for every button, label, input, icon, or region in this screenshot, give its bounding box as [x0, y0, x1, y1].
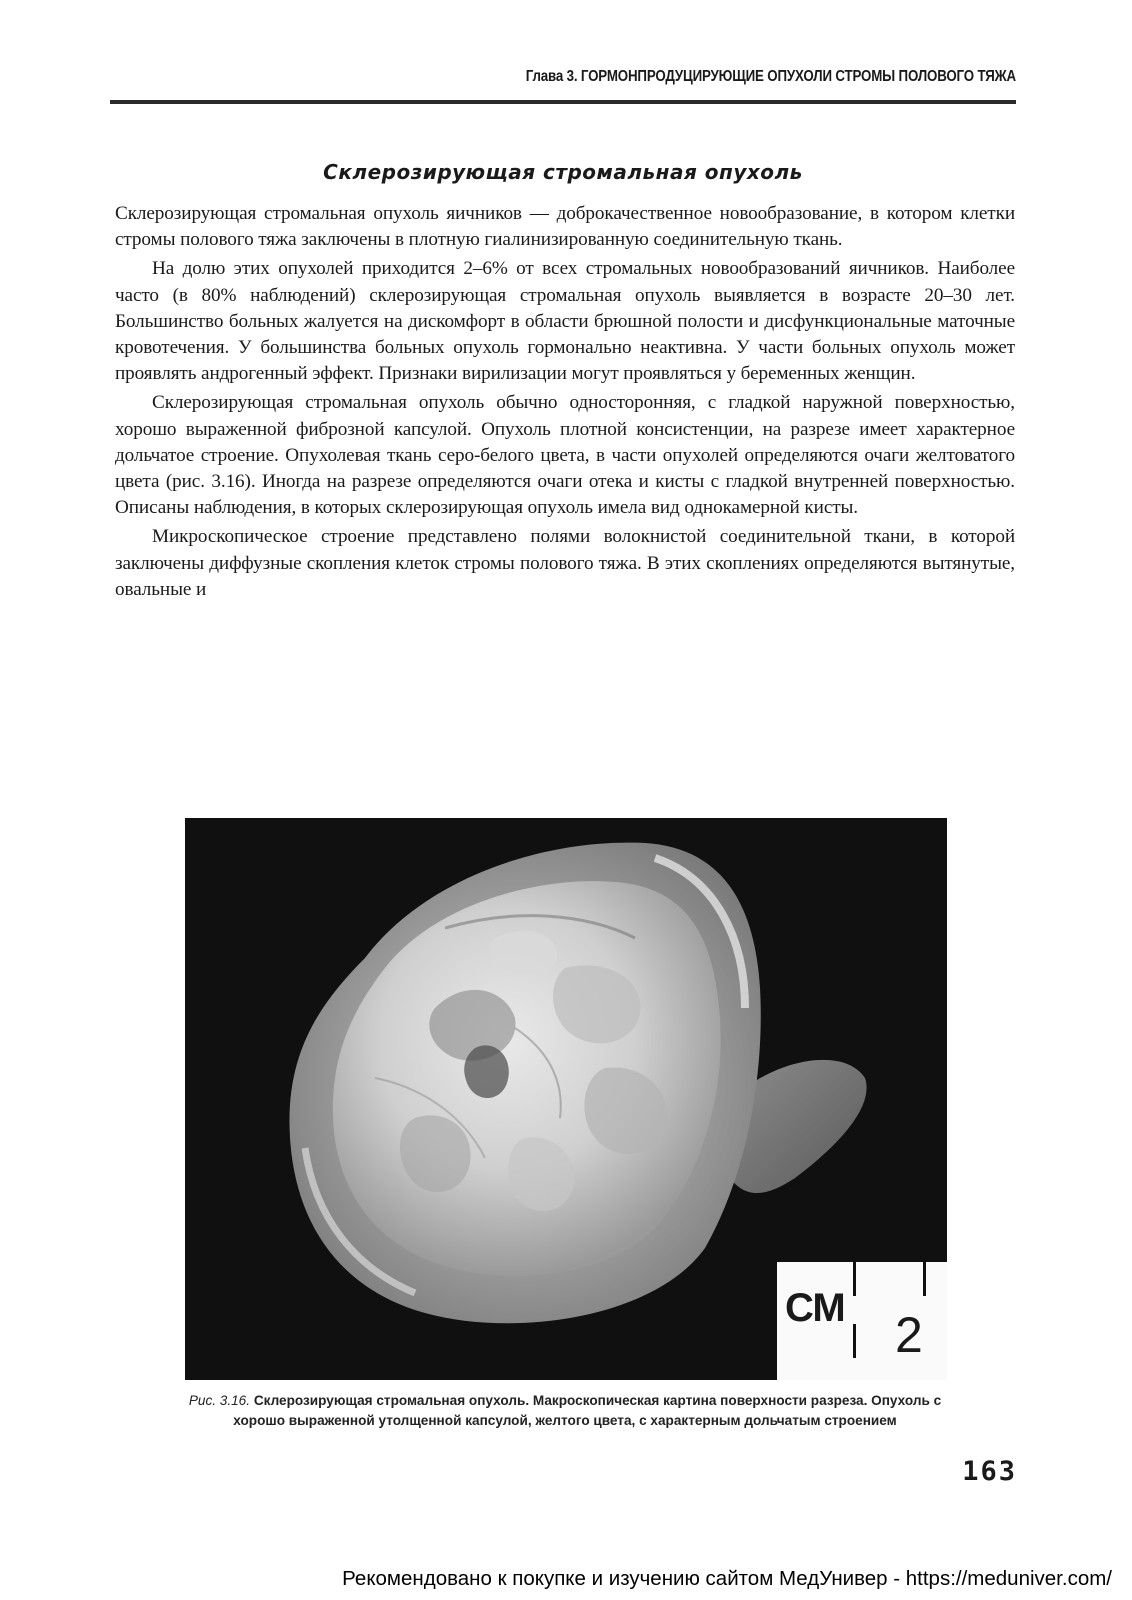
page-number: 163 [962, 1456, 1017, 1487]
header-divider [110, 100, 1016, 104]
scale-unit-label: СМ [785, 1286, 845, 1330]
figure-caption [175, 1391, 955, 1430]
caption-label: Рис. 3.16. [188, 1393, 251, 1408]
caption-text: Склерозирующая стромальная опухоль. Макроскопическая картина поверхности разреза. Опухоль с хорошо выраженной утолщенной капсулой, желтого цвета, с характерным дольчатым строением [233, 1393, 942, 1428]
body-text [115, 201, 1015, 606]
paragraph-1: Склерозирующая стромальная опухоль яичников — доброкачественное новообразование, в котором клетки стромы полового тяжа заключены в плотную гиалинизированную соединительную ткань. [115, 203, 1015, 251]
footer-watermark: Рекомендовано к покупке и изучению сайтом МедУнивер - https://meduniver.com/ [342, 1567, 1112, 1590]
specimen-photo [185, 818, 947, 1380]
scale-number-label: 2 [895, 1307, 923, 1363]
running-header: Глава 3. ГОРМОНПРОДУЦИРУЮЩИЕ ОПУХОЛИ СТРОМЫ ПОЛОВОГО ТЯЖА [525, 68, 1016, 85]
scale-tick [853, 1262, 856, 1296]
section-title: Склерозирующая стромальная опухоль [323, 160, 803, 184]
scale-tick [853, 1324, 856, 1358]
scale-tick [923, 1262, 926, 1296]
scale-bar [777, 1262, 947, 1380]
paragraph-3: Склерозирующая стромальная опухоль обычно односторонняя, с гладкой наружной поверхностью, хорошо выраженной фиброзной капсулой. Опухоль плотной консистенции, на разрезе имеет характерное дольчатое строение. Опухолевая ткань серо-белого цвета, в части опухолей определяются очаги желтоватого цвета (рис. 3.16). Иногда на разрезе определяются очаги отека и кисты с гладкой внутренней поверхностью. Описаны наблюдения, в которых склерозирующая опухоль имела вид однокамерной кисты. [115, 392, 1015, 519]
paragraph-4: Микроскопическое строение представлено полями волокнистой соединительной ткани, в которой заключены диффузные скопления клеток стромы полового тяжа. В этих скоплениях определяются вытянутые, овальные и [115, 526, 1015, 600]
paragraph-2: На долю этих опухолей приходится 2–6% от всех стромальных новообразований яичников. Наиболее часто (в 80% наблюдений) склерозирующая стромальная опухоль выявляется в возрасте 20–30 лет. Большинство больных жалуется на дискомфорт в области брюшной полости и дисфункциональные маточные кровотечения. У большинства больных опухоль гормонально неактивна. У части больных опухоль может проявлять андрогенный эффект. Признаки вирилизации могут проявляться у беременных женщин. [115, 258, 1015, 385]
